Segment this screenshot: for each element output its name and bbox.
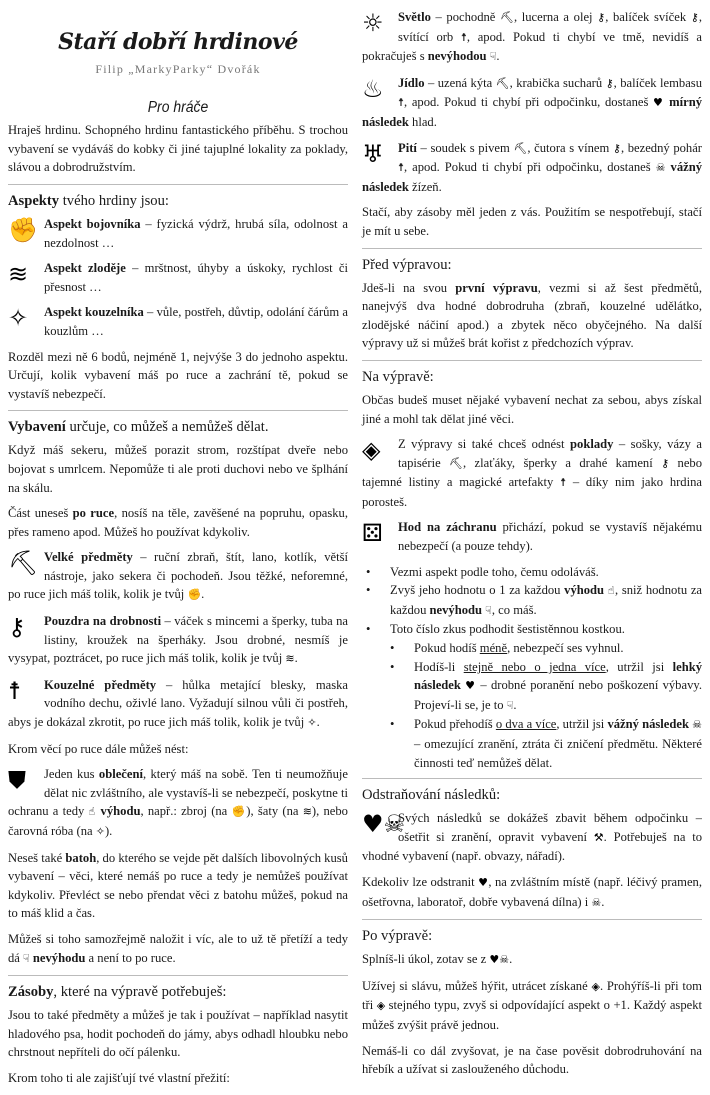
- text: Krom věcí po ruce dále můžeš nést:: [8, 741, 189, 756]
- divider: [362, 248, 702, 249]
- thumbs-down-icon: ☟: [506, 698, 514, 712]
- paragraph: [8, 504, 348, 541]
- text: . Potřebuješ na to vhodné vybavení (např. obvazy, nářadí).: [362, 829, 702, 864]
- text: – drobné poranění nebo poškození výbavy. Projeví-li se, je to: [414, 678, 702, 712]
- pickaxe-icon: ⛏: [449, 456, 463, 470]
- text: , které na výpravě potřebuješ:: [53, 984, 227, 1001]
- text: – mrštnost, úhyby a úskoky, rychlost či přesnost …: [44, 261, 348, 294]
- bullet-list: [362, 563, 702, 773]
- text: určuje, co můžeš a nemůžeš dělat.: [65, 419, 269, 436]
- paragraph: [8, 348, 348, 404]
- gem-icon: ◈: [376, 999, 386, 1013]
- document-title: Staří dobří hrdinové: [58, 29, 298, 55]
- wind-icon: ≋: [285, 652, 295, 666]
- section-heading: [362, 255, 702, 275]
- divider: [362, 919, 702, 920]
- paragraph: [362, 203, 702, 240]
- bold-text: po ruce: [72, 506, 115, 521]
- paragraph: [8, 1006, 348, 1062]
- text: ), šaty (na: [246, 804, 303, 819]
- divider: [362, 778, 702, 779]
- text: přichází, pokud se vystavíš nějakému nebezpečí (a pouze tehdy).: [398, 520, 702, 554]
- skull-icon: ☠: [692, 718, 703, 732]
- bold-text: první výpravu: [455, 280, 538, 295]
- text: Vezmi aspekt podle toho, čemu odoláváš.: [390, 564, 599, 579]
- text: , balíček lembasu: [613, 75, 702, 90]
- text: Pokud hodíš: [414, 641, 480, 656]
- section-heading: [8, 191, 348, 211]
- bold-text: batoh: [65, 850, 97, 865]
- icon-paragraph: [8, 765, 348, 841]
- text: Rozděl mezi ně 6 bodů, nejméně 1, nejvýše 3 do jednoho aspektu. Určují, kolik vybavení máš po ruce a zachrání tě, pokud se vystavíš nebezpečí.: [8, 349, 348, 401]
- bold-text: Jídlo: [398, 75, 425, 90]
- paragraph: [8, 740, 348, 759]
- muscle-icon: ✊: [187, 588, 202, 602]
- gem-icon: ◈: [362, 436, 381, 465]
- text: Když máš sekeru, můžeš porazit strom, rozštípat dveře nebo bojovat s umrlcem. Nepomůže ti ale proti duchovi nebo ve šplhání na skálu.: [8, 443, 348, 495]
- bold-text: nevýhodu: [29, 950, 86, 965]
- broken-heart-icon: ♥: [465, 679, 477, 693]
- text: a není to po ruce.: [85, 950, 176, 965]
- skull-icon: ☠: [591, 895, 602, 909]
- section-heading: [8, 417, 348, 437]
- text: , který máš na sobě. Ten ti neumožňuje dělat nic zvláštního, ale vystavíš-li se nebezpečí, poskytne ti ochranu a tedy: [8, 767, 348, 819]
- text: – soudek s pivem: [416, 140, 514, 155]
- broken-heart-icon: ♥: [653, 96, 665, 110]
- text: – pochodně: [430, 10, 501, 24]
- bold-text: vážný následek: [607, 717, 693, 732]
- text: Splníš-li úkol, zotav se z: [362, 952, 490, 967]
- dice-icon: ⚄: [362, 519, 383, 548]
- paragraph: [362, 950, 702, 970]
- text: Na výpravě:: [362, 368, 434, 385]
- text: , co máš.: [491, 602, 537, 617]
- text: – váček s mincemi a šperky, tuba na listiny, kroužek na šperháky. Jsou drobné, nesmíš je vysypat, poztrácet, po ruce jich máš tolik, kolik je tvůj: [8, 614, 348, 666]
- paragraph: [8, 121, 348, 177]
- magic-icon: ✧: [95, 825, 105, 838]
- bold-text: oblečení: [98, 767, 143, 782]
- divider: [8, 975, 348, 976]
- list-item: [362, 639, 702, 658]
- muscle-icon: ✊: [8, 215, 38, 244]
- text: Nemáš-li co dál zvyšovat, je na čase pověsit dobrodruhování na hřebík a užívat si zaslouženého důchodu.: [362, 1043, 702, 1077]
- bold-text: Pití: [398, 140, 417, 155]
- paragraph: [8, 1069, 348, 1088]
- text: – hůlka metající blesky, maska vodního dechu, oživlé lano. Vyžadují silnou vůli či postřeh, abys je dokázal zkrotit, po ruce jich máš tolik, kolik je tvůj: [8, 677, 348, 730]
- paragraph: [8, 849, 348, 923]
- bold-text: Zásoby: [8, 984, 54, 1001]
- icon-paragraph: [8, 676, 348, 733]
- skull-icon: ☠: [499, 953, 510, 967]
- left-column: [8, 0, 348, 1095]
- text: , nosíš na těle, zavěšené na popruhu, opasku, přes rameno apod. Můžeš ho používat kdykoliv.: [8, 506, 348, 539]
- icon-paragraph: [362, 74, 702, 132]
- left-body: [8, 121, 348, 1087]
- icon-paragraph: [8, 548, 348, 605]
- author-line: Filip „MarkyParky“ Dvořák: [95, 62, 261, 76]
- text: Zvyš jeho hodnotu o 1 za každou: [390, 583, 565, 598]
- text: .: [601, 894, 605, 909]
- text: – díky nim jako hrdina porosteš.: [362, 475, 702, 509]
- key-icon: ⚷: [597, 11, 606, 24]
- bold-text: Aspekt zloděje: [44, 261, 126, 276]
- text: hlad.: [408, 114, 437, 129]
- text: , např.: zbroj (na: [140, 804, 232, 819]
- text: , do kterého se vejde pět dalších libovolných kusů vybavení – věci, které nemáš po ruce a tedy je nemůžeš používat kdykoliv. Převléct se nebo přendat věci z batohu můžeš, pokud na to máš klid a čas.: [8, 850, 348, 921]
- text: Jsou to také předměty a můžeš je tak i používat – například nasytit hladového psa, hodit pochodeň do jámy, abys odhadl hloubku nebo chrstnout nepříteli do očí pálenku.: [8, 1008, 348, 1060]
- text: – omezující zranění, ztráta či zničení předmětu. Některé činnosti teď nemůžeš dělat.: [414, 737, 702, 770]
- magic-icon: ✧: [8, 304, 29, 333]
- muscle-icon: ✊: [231, 805, 247, 819]
- paragraph: [8, 930, 348, 968]
- paragraph: [362, 279, 702, 353]
- text: , čutora s vínem: [527, 140, 613, 155]
- text: Před výpravou:: [362, 256, 452, 273]
- thumbs-down-icon: ☟: [485, 603, 492, 617]
- text: ).: [104, 824, 113, 838]
- bold-text: vážný následek: [362, 160, 702, 194]
- wand-icon: ☨: [398, 161, 404, 175]
- bold-text: poklady: [570, 437, 614, 452]
- text: , apod. Pokud ti chybí při odpočinku, dostaneš: [404, 160, 656, 175]
- bold-text: Pouzdra na drobnosti: [44, 614, 162, 629]
- section-heading: [362, 926, 702, 946]
- text: Občas budeš muset nějaké vybavení nechat za sebou, abys získal jiné a mohl tak dělat jiné věci.: [362, 392, 702, 426]
- broken-heart-skull-icon: ♥☠: [362, 810, 406, 839]
- wand-icon: ☨: [8, 676, 22, 705]
- shirt-icon: ⛊: [8, 766, 26, 795]
- paragraph: [362, 873, 702, 912]
- thumbs-down-icon: ☟: [23, 951, 30, 965]
- text: Svých následků se dokážeš zbavit během odpočinku – ošetřit si zranění, opravit vybavení: [398, 811, 702, 844]
- bold-text: nevýhodou: [427, 49, 490, 64]
- text: Užívej si slávu, můžeš hýřit, utrácet získané: [362, 978, 592, 993]
- text: Jdeš-li na svou: [362, 280, 456, 295]
- text: tvého hrdiny jsou:: [59, 192, 169, 209]
- text: – uzená kýta: [424, 75, 496, 90]
- icon-paragraph: [8, 215, 348, 252]
- text: Pokud přehodíš: [414, 717, 496, 732]
- text: Stačí, aby zásoby měl jeden z vás. Použitím se nespotřebují, stačí je mít u sebe.: [362, 205, 702, 238]
- list-item: [362, 658, 702, 716]
- divider: [8, 184, 348, 185]
- text: , utržil jsi: [605, 659, 673, 674]
- text: , utržil jsi: [556, 717, 608, 732]
- text: , krabička sucharů: [509, 75, 606, 90]
- text: stejného typu, zvyš si odpovídající aspekt o +1. Každý aspekt můžeš zvýšit právě jednou.: [362, 998, 702, 1032]
- paragraph: [362, 977, 702, 1035]
- divider: [8, 410, 348, 411]
- text: , sniž hodnotu za každou: [390, 583, 702, 617]
- icon-paragraph: [362, 435, 702, 511]
- drink-icon: ♅: [362, 139, 384, 168]
- icon-paragraph: [8, 303, 348, 340]
- bold-text: výhodu: [96, 804, 141, 819]
- section-heading: [362, 367, 702, 387]
- list-item: [362, 581, 702, 620]
- text: Odstraňování následků:: [362, 787, 501, 804]
- gem-icon: ◈: [591, 979, 600, 993]
- icon-paragraph: [362, 809, 702, 866]
- paragraph: [8, 441, 348, 497]
- key-icon: ⚷: [690, 11, 699, 24]
- underlined-text: stejně nebo o jedna více: [463, 659, 606, 674]
- pickaxe-icon: ⛏: [8, 549, 39, 578]
- text: .: [294, 651, 298, 666]
- text: , na zvláštním místě (např. léčivý pramen, ošetřovna, laboratoř, dobře vybavená dílna) i: [362, 874, 702, 909]
- text: Krom toho ti ale zajišťují tvé vlastní přežití:: [8, 1070, 230, 1085]
- underlined-text: o dva a více: [495, 717, 557, 732]
- text: nebo tajemné listiny a magické artefakty: [362, 455, 702, 490]
- right-body: [362, 8, 702, 1079]
- section-heading: [8, 982, 348, 1002]
- text: Kdekoliv lze odstranit: [362, 874, 479, 889]
- text: ), nebo čarovná róba (na: [8, 804, 348, 838]
- bold-text: mírný následek: [362, 95, 702, 129]
- bold-text: nevýhodu: [429, 602, 486, 617]
- bold-text: Kouzelné předměty: [44, 677, 157, 692]
- text: .: [316, 715, 320, 730]
- broken-heart-icon: ♥: [489, 953, 500, 967]
- text: , apod. Pokud ti chybí ve tmě, nevidíš a pokračuješ s: [362, 29, 702, 64]
- wand-icon: ☨: [460, 30, 467, 44]
- text: , balíček svíček: [605, 10, 691, 24]
- icon-paragraph: [362, 518, 702, 555]
- bold-text: Aspekt kouzelníka: [44, 305, 144, 320]
- right-column: [362, 8, 702, 1086]
- text: Část uneseš: [8, 506, 73, 521]
- wand-icon: ☨: [560, 476, 567, 490]
- thumbs-up-icon: ☝: [88, 805, 97, 819]
- bold-text: lehký následek: [414, 659, 703, 693]
- text: žízeň.: [408, 179, 442, 194]
- text: , zlaťáky, šperky a drahé kamení: [463, 455, 662, 470]
- section-heading: [362, 785, 702, 805]
- icon-paragraph: [362, 139, 702, 197]
- text: , nebezpečí ses vyhnul.: [507, 641, 624, 656]
- section-title: Pro hráče: [147, 98, 209, 116]
- icon-paragraph: [362, 8, 702, 67]
- food-icon: ♨: [362, 74, 384, 103]
- text: – ruční zbraň, štít, lano, kotlík, větší nástroje, jako sekera či pochodeň. Jsou těžké, neforemné, po ruce jich máš tolik, kolik je tvůj: [8, 550, 348, 602]
- list-item: [362, 715, 702, 772]
- broken-heart-icon: ♥: [478, 875, 489, 889]
- wand-icon: ☨: [398, 96, 404, 110]
- text: .: [509, 952, 513, 967]
- pickaxe-icon: ⛏: [500, 11, 514, 24]
- paragraph: [362, 1042, 702, 1079]
- text: – fyzická výdrž, hrubá síla, odolnost a nezdolnost …: [44, 216, 348, 250]
- text: Jeden kus: [44, 767, 99, 782]
- text: , vezmi si až šest předmětů, nanejvýš dva hodné dobrodruha (zbraň, kouzelné udělátko, zlodějské náčiní apod.) a zbytek něco obyčejného. Na další výpravy už si můžeš brát kořist z předchozích výprav.: [362, 280, 702, 351]
- text: .: [513, 697, 517, 712]
- bold-text: Velké předměty: [44, 550, 133, 565]
- icon-paragraph: [8, 259, 348, 296]
- text: Hraješ hrdinu. Schopného hrdinu fantastického příběhu. S trochou vybavení se vydáváš do kobky či jiné tajuplné lokality za poklady, slávou a dobrodružstvím.: [8, 123, 348, 175]
- bold-text: Aspekty: [8, 192, 60, 209]
- text: Můžeš si toho samozřejmě naložit i víc, ale to už tě přetíží a tedy dá: [8, 931, 348, 965]
- text: .: [201, 587, 205, 602]
- list-item: [362, 563, 702, 582]
- divider: [362, 360, 702, 361]
- text: Z výpravy si také chceš odnést: [398, 437, 571, 452]
- text: .: [496, 49, 500, 64]
- key-icon: ⚷: [661, 456, 670, 470]
- list-item: [362, 620, 702, 639]
- skull-icon: ☠: [655, 161, 666, 175]
- text: – vůle, postřeh, důvtip, odolání čárům a kouzlům …: [44, 305, 348, 338]
- bold-text: Vybavení: [8, 419, 66, 436]
- key-icon: ⚷: [605, 76, 614, 90]
- wind-icon: ≋: [302, 805, 312, 819]
- bold-text: výhodu: [564, 583, 608, 598]
- bold-text: Hod na záchranu: [398, 520, 497, 535]
- text: , bezedný pohár: [620, 140, 702, 155]
- icon-paragraph: [8, 612, 348, 669]
- underlined-text: méně: [479, 641, 508, 656]
- text: Hodíš-li: [414, 659, 464, 674]
- bold-text: Aspekt bojovníka: [44, 216, 141, 231]
- text: Toto číslo zkus podhodit šestistěnnou kostkou.: [390, 622, 625, 637]
- key-icon: ⚷: [612, 141, 621, 155]
- thumbs-down-icon: ☟: [489, 50, 497, 64]
- wind-icon: ≋: [8, 260, 29, 289]
- text: Po výpravě:: [362, 928, 433, 945]
- key-icon: ⚷: [8, 613, 26, 642]
- text: , apod. Pokud ti chybí při odpočinku, dostaneš: [404, 95, 654, 110]
- text: . Prohýříš-li při tom tři: [362, 978, 702, 1013]
- bold-text: Světlo: [398, 10, 431, 24]
- light-icon: ☼: [362, 9, 384, 37]
- text: – sošky, vázy a tapisérie: [398, 437, 702, 470]
- pickaxe-icon: ⛏: [495, 76, 510, 90]
- text: Neseš také: [8, 850, 66, 865]
- magic-icon: ✧: [307, 716, 317, 730]
- text: , svítící orb: [398, 10, 702, 44]
- pickaxe-icon: ⛏: [513, 141, 528, 155]
- thumbs-up-icon: ☝: [607, 584, 616, 598]
- wrench-icon: ⚒: [593, 830, 604, 844]
- paragraph: [362, 391, 702, 428]
- text: , lucerna a olej: [513, 10, 598, 24]
